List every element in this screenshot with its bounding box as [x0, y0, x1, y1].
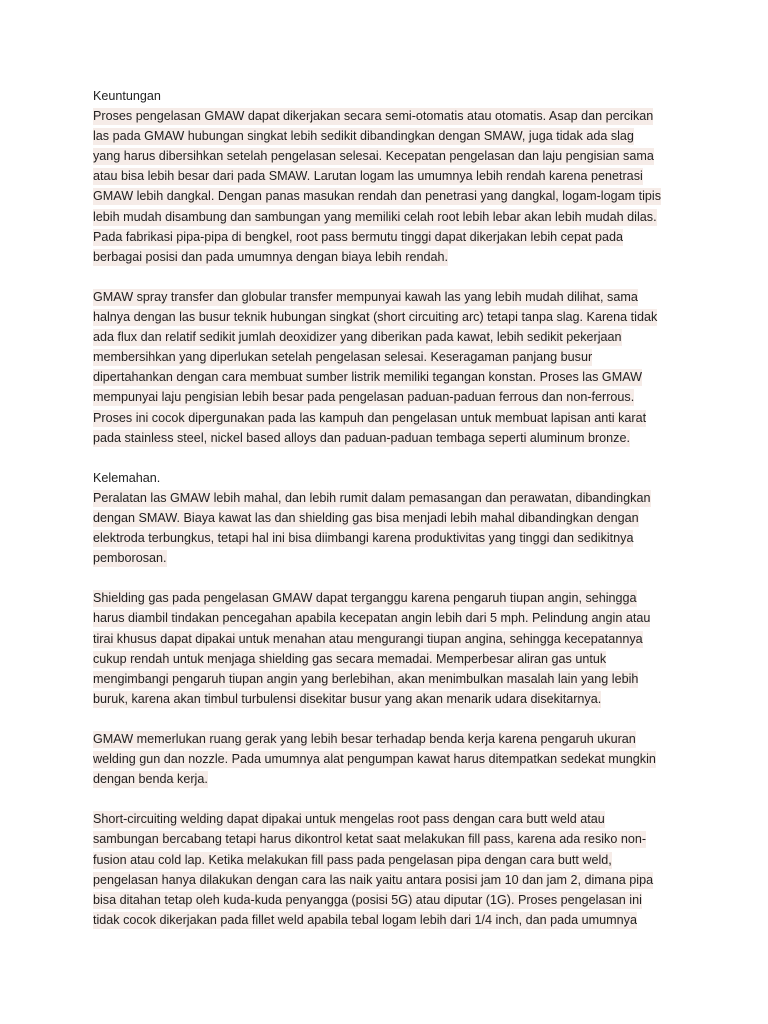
text-line-content: Proses pengelasan GMAW dapat dikerjakan secara semi-otomatis atau otomatis. Asap dan percikan — [93, 109, 654, 124]
text-line — [93, 588, 693, 608]
text-line-content: Short-circuiting welding dapat dipakai untuk mengelas root pass dengan cara butt weld atau — [93, 812, 605, 827]
paragraph — [93, 106, 693, 267]
text-line-content: lebih mudah disambung dan sambungan yang memiliki celah root lebih lebar akan lebih mudah dilas. — [93, 209, 657, 224]
text-line — [93, 850, 693, 870]
text-line-content: Kelemahan. — [93, 470, 161, 485]
text-line-content: halnya dengan las busur teknik hubungan singkat (short circuiting arc) tetapi tanpa slag. Karena tidak — [93, 310, 658, 325]
text-line — [93, 749, 693, 769]
text-line-content: mengimbangi pengaruh tiupan angin yang berlebihan, akan menimbulkan masalah lain yang lebih — [93, 671, 639, 686]
text-line-content: cukup rendah untuk menjaga shielding gas secara memadai. Memperbesar aliran gas untuk — [93, 651, 607, 666]
text-line — [93, 829, 693, 849]
text-line — [93, 106, 693, 126]
text-line-content: harus diambil tindakan pencegahan apabila kecepatan angin lebih dari 5 mph. Pelindung angin atau — [93, 611, 651, 626]
text-line-content: ada flux dan relatif sedikit jumlah deoxidizer yang diberikan pada kawat, lebih sedikit pekerjaan — [93, 330, 622, 345]
section-heading — [93, 468, 693, 488]
text-line — [93, 166, 693, 186]
text-line — [93, 146, 693, 166]
text-line — [93, 227, 693, 247]
text-line — [93, 689, 693, 709]
text-line — [93, 729, 693, 749]
text-line-content: atau bisa lebih besar dari pada SMAW. Larutan logam las umumnya lebih rendah karena penetrasi — [93, 169, 643, 184]
section-heading — [93, 86, 693, 106]
text-line-content: pemborosan. — [93, 551, 167, 566]
text-line — [93, 809, 693, 829]
text-line — [93, 387, 693, 407]
text-line-content: tirai khusus dapat dipakai untuk menahan atau mengurangi tiupan angina, sehingga kecepatannya — [93, 631, 643, 646]
text-line-content: dengan benda kerja. — [93, 772, 208, 787]
text-line — [93, 287, 693, 307]
paragraph-gap — [93, 267, 693, 287]
text-line-content: berbagai posisi dan pada umumnya dengan biaya lebih rendah. — [93, 249, 448, 264]
text-line — [93, 86, 693, 106]
paragraph-gap — [93, 789, 693, 809]
text-line-content: bisa ditahan tetap oleh kuda-kuda penyangga (posisi 5G) atau diputar (1G). Proses pengelasan ini — [93, 892, 642, 907]
text-line-content: buruk, karena akan timbul turbulensi disekitar busur yang akan menarik udara disekitarnya. — [93, 691, 602, 706]
text-line-content: pada stainless steel, nickel based alloys dan paduan-paduan tembaga seperti aluminum bronze. — [93, 430, 630, 445]
text-line-content: dengan SMAW. Biaya kawat las dan shielding gas bisa menjadi lebih mahal dibandingkan dengan — [93, 510, 639, 525]
text-line — [93, 910, 693, 930]
text-line-content: membersihkan yang diperlukan setelah pengelasan selesai. Keseragaman panjang busur — [93, 350, 593, 365]
paragraph — [93, 488, 693, 568]
text-line-content: GMAW lebih dangkal. Dengan panas masukan rendah dan penetrasi yang dangkal, logam-logam tipis — [93, 189, 661, 204]
paragraph-gap — [93, 709, 693, 729]
text-line — [93, 327, 693, 347]
paragraph — [93, 809, 693, 930]
text-line — [93, 468, 693, 488]
paragraph — [93, 729, 693, 789]
text-line — [93, 307, 693, 327]
text-line — [93, 367, 693, 387]
document-page — [93, 86, 693, 930]
text-line — [93, 247, 693, 267]
text-line — [93, 629, 693, 649]
text-line-content: mempunyai laju pengisian lebih besar pada pengelasan paduan-paduan ferrous dan non-ferrous. — [93, 390, 635, 405]
text-line — [93, 548, 693, 568]
text-line — [93, 428, 693, 448]
text-line — [93, 508, 693, 528]
text-line — [93, 408, 693, 428]
text-line-content: elektroda terbungkus, tetapi hal ini bisa diimbangi karena produktivitas yang tinggi dan sedikitnya — [93, 531, 634, 546]
text-line-content: welding gun dan nozzle. Pada umumnya alat pengumpan kawat harus ditempatkan sedekat mungkin — [93, 752, 656, 767]
text-line — [93, 769, 693, 789]
text-line-content: Pada fabrikasi pipa-pipa di bengkel, root pass bermutu tinggi dapat dikerjakan lebih cepat pada — [93, 229, 623, 244]
text-line-content: tidak cocok dikerjakan pada fillet weld apabila tebal logam lebih dari 1/4 inch, dan pada umumnya — [93, 912, 637, 927]
text-line-content: Proses ini cocok dipergunakan pada las kampuh dan pengelasan untuk membuat lapisan anti karat — [93, 410, 647, 425]
text-line — [93, 669, 693, 689]
paragraph-gap — [93, 568, 693, 588]
text-line-content: Shielding gas pada pengelasan GMAW dapat terganggu karena pengaruh tiupan angin, sehingga — [93, 591, 637, 606]
text-line-content: las pada GMAW hubungan singkat lebih sedikit dibandingkan dengan SMAW, juga tidak ada slag — [93, 129, 634, 144]
text-line — [93, 207, 693, 227]
text-line — [93, 649, 693, 669]
paragraph — [93, 588, 693, 709]
text-line-content: dipertahankan dengan cara membuat sumber listrik memiliki tegangan konstan. Proses las GMAW — [93, 370, 643, 385]
text-line — [93, 528, 693, 548]
text-line — [93, 126, 693, 146]
text-line-content: sambungan bercabang tetapi harus dikontrol ketat saat melakukan fill pass, karena ada resiko non- — [93, 832, 647, 847]
text-line-content: pengelasan hanya dilakukan dengan cara las naik yaitu antara posisi jam 10 dan jam 2, dimana pipa — [93, 872, 654, 887]
text-line-content: Keuntungan — [93, 89, 161, 103]
text-line — [93, 870, 693, 890]
text-line-content: GMAW memerlukan ruang gerak yang lebih besar terhadap benda kerja karena pengaruh ukuran — [93, 732, 636, 746]
text-line — [93, 347, 693, 367]
text-line-content: Peralatan las GMAW lebih mahal, dan lebih rumit dalam pemasangan dan perawatan, dibandingkan — [93, 490, 651, 505]
text-line — [93, 186, 693, 206]
text-line-content: yang harus dibersihkan setelah pengelasan selesai. Kecepatan pengelasan dan laju pengisian sama — [93, 149, 654, 164]
text-line — [93, 488, 693, 508]
paragraph-gap — [93, 448, 693, 468]
text-line — [93, 890, 693, 910]
text-line — [93, 608, 693, 628]
text-line-content: fusion atau cold lap. Ketika melakukan fill pass pada pengelasan pipa dengan cara butt weld, — [93, 852, 612, 867]
text-line-content: GMAW spray transfer dan globular transfer mempunyai kawah las yang lebih mudah dilihat, sama — [93, 289, 638, 304]
paragraph — [93, 287, 693, 448]
